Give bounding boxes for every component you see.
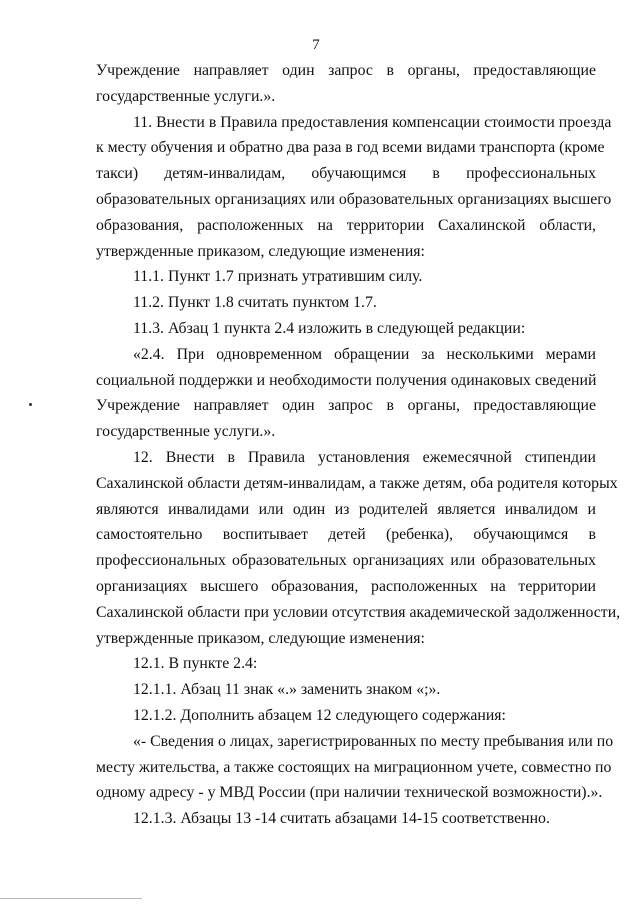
text-line: Учреждение направляет один запрос в органы, предоставляющие: [96, 397, 596, 415]
bottom-rule: [0, 898, 142, 899]
text-line: Сахалинской области при условии отсутствия академической задолженности,: [96, 603, 621, 621]
page-number: 7: [312, 37, 320, 53]
text-line: месту жительства, а также состоящих на миграционном учете, совместно по: [96, 758, 612, 776]
text-line: 12.1.1. Абзац 11 знак «.» заменить знаком «;».: [133, 681, 441, 699]
text-line: 12.1. В пункте 2.4:: [133, 655, 258, 673]
text-line: 11. Внести в Правила предоставления компенсации стоимости проезда: [133, 113, 612, 131]
text-line: образования, расположенных на территории Сахалинской области,: [96, 216, 596, 234]
text-line: самостоятельно воспитывает детей (ребенка), обучающимся в: [96, 526, 596, 544]
text-line: 11.3. Абзац 1 пункта 2.4 изложить в следующей редакции:: [133, 319, 526, 337]
text-line: «2.4. При одновременном обращении за несколькими мерами: [133, 345, 596, 363]
text-line: 11.1. Пункт 1.7 признать утратившим силу.: [133, 268, 423, 286]
text-line: 12. Внести в Правила установления ежемесячной стипендии: [133, 448, 596, 466]
text-line: социальной поддержки и необходимости получения одинаковых сведений: [96, 371, 597, 389]
text-line: являются инвалидами или один из родителей является инвалидом и: [96, 500, 596, 518]
text-line: утвержденные приказом, следующие изменения:: [96, 242, 425, 260]
text-line: 12.1.3. Абзацы 13 -14 считать абзацами 14-15 соответственно.: [133, 810, 550, 828]
text-line: организациях высшего образования, расположенных на территории: [96, 577, 596, 595]
text-line: 12.1.2. Дополнить абзацем 12 следующего содержания:: [133, 706, 506, 724]
text-line: Сахалинской области детям-инвалидам, а также детям, оба родителя которых: [96, 474, 618, 492]
text-line: 11.2. Пункт 1.8 считать пунктом 1.7.: [133, 294, 377, 312]
text-line: профессиональных образовательных организациях или образовательных: [96, 552, 596, 570]
text-line: одному адресу - у МВД России (при наличии технической возможности).».: [96, 784, 603, 802]
text-line: утвержденные приказом, следующие изменения:: [96, 629, 425, 647]
text-line: «- Сведения о лицах, зарегистрированных по месту пребывания или по: [133, 732, 614, 750]
scan-mark: [29, 403, 32, 406]
text-line: Учреждение направляет один запрос в органы, предоставляющие: [96, 62, 596, 79]
text-line: к месту обучения и обратно два раза в год всеми видами транспорта (кроме: [96, 139, 605, 157]
text-line: образовательных организациях или образовательных организациях высшего: [96, 190, 612, 208]
document-body: [96, 58, 621, 832]
text-line: такси) детям-инвалидам, обучающимся в профессиональных: [96, 165, 596, 183]
text-line: государственные услуги.».: [96, 87, 276, 105]
text-line: государственные услуги.».: [96, 423, 276, 441]
